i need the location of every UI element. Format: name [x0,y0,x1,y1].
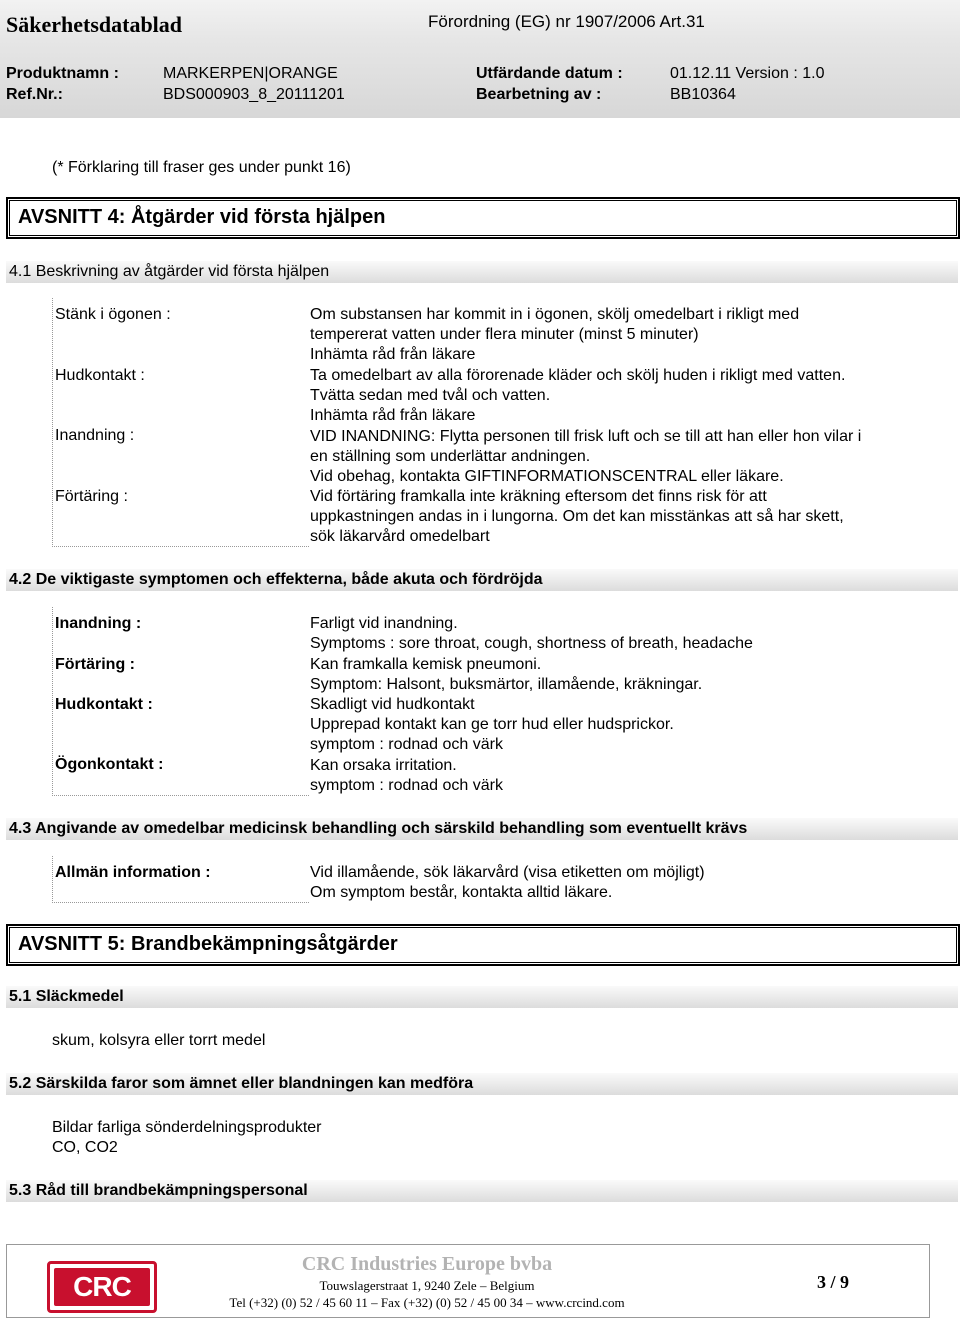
eye-contact-label: Stänk i ögonen : [55,306,171,323]
inhalation-label: Inandning : [55,427,135,444]
page-footer [6,1244,930,1318]
symptom-line: Farligt vid inandning. [310,615,458,632]
symptom-line: Skadligt vid hudkontakt [310,696,475,713]
document-title: Säkerhetsdatablad [6,12,183,37]
measure-line: tempererat vatten under flera minuter (minst 5 minuter) [310,326,699,343]
inhalation-label: Inandning : [55,615,142,632]
regulation-reference: Förordning (EG) nr 1907/2006 Art.31 [428,12,705,31]
issue-date-label: Utfärdande datum : [476,65,623,82]
ingestion-label: Förtäring : [55,656,135,673]
measure-line: Inhämta råd från läkare [310,407,476,424]
subsection-5-2-title: 5.2 Särskilda faror som ämnet eller blandningen kan medföra [9,1075,474,1092]
skin-contact-label: Hudkontakt : [55,696,153,713]
symptom-line: symptom : rodnad och värk [310,777,503,794]
phrase-note: (* Förklaring till fraser ges under punkt 16) [52,159,351,176]
page-number: 3 / 9 [817,1272,850,1292]
subsection-5-3 [6,1180,958,1202]
extinguishing-media-text: skum, kolsyra eller torrt medel [52,1032,266,1049]
special-hazards-line: Bildar farliga sönderdelningsprodukter [52,1119,322,1136]
company-contact: Tel (+32) (0) 52 / 45 60 11 – Fax (+32) (0) 52 / 45 00 34 – www.crcind.com [229,1295,625,1310]
revised-by-value: BB10364 [670,86,736,103]
subsection-5-2 [6,1073,958,1095]
section-4-title: AVSNITT 4: Åtgärder vid första hjälpen [18,206,386,228]
symptom-line: Upprepad kontakt kan ge torr hud eller hudsprickor. [310,716,674,733]
ingestion-label: Förtäring : [55,488,128,505]
symptom-line: symptom : rodnad och värk [310,736,503,753]
crc-logo-text: CRC [54,1268,150,1306]
subsection-4-2 [6,569,958,591]
section-4-heading [6,197,960,239]
measure-line: en ställning som underlättar andningen. [310,448,591,465]
skin-contact-label: Hudkontakt : [55,367,145,384]
subsection-4-1-title: 4.1 Beskrivning av åtgärder vid första hjälpen [9,263,330,280]
company-address: Touwslagerstraat 1, 9240 Zele – Belgium [319,1278,535,1293]
subsection-5-1-title: 5.1 Släckmedel [9,988,124,1005]
ref-number-label: Ref.Nr.: [6,86,63,103]
special-hazards-line: CO, CO2 [52,1139,118,1156]
company-name: CRC Industries Europe bvba [301,1253,553,1275]
revised-by-label: Bearbetning av : [476,86,602,103]
measure-line: sök läkarvård omedelbart [310,528,490,545]
subsection-4-3 [6,818,958,840]
subsection-5-1 [6,986,958,1008]
symptom-line: Symptom: Halsont, buksmärtor, illamående, kräkningar. [310,676,703,693]
label-column [52,298,309,547]
issue-date-value: 01.12.11 Version : 1.0 [670,65,825,82]
subsection-5-3-title: 5.3 Råd till brandbekämpningspersonal [9,1182,308,1199]
measure-line: Vid obehag, kontakta GIFTINFORMATIONSCENTRAL eller läkare. [310,468,784,485]
measure-line: Ta omedelbart av alla förorenade kläder och skölj huden i rikligt med vatten. [310,367,846,384]
measure-line: VID INANDNING: Flytta personen till frisk luft och se till att han eller hon vilar i [310,428,862,445]
measure-line: Vid förtäring framkalla inte kräkning eftersom det finns risk för att [310,488,767,505]
measure-line: uppkastningen andas in i lungorna. Om det kan misstänkas att så har skett, [310,508,844,525]
symptom-line: Kan framkalla kemisk pneumoni. [310,656,542,673]
section-5-heading [6,924,960,966]
subsection-4-2-title: 4.2 De viktigaste symptomen och effekterna, både akuta och fördröjda [9,571,543,588]
measure-line: Tvätta sedan med tvål och vatten. [310,387,551,404]
treatment-line: Vid illamående, sök läkarvård (visa etiketten om möjligt) [310,864,705,881]
section-5-title: AVSNITT 5: Brandbekämpningsåtgärder [18,933,398,955]
subsection-4-3-title: 4.3 Angivande av omedelbar medicinsk behandling och särskild behandling som eventuellt krävs [9,820,748,837]
product-name-label: Produktnamn : [6,65,119,82]
product-name-value: MARKERPEN|ORANGE [163,65,338,82]
symptom-line: Symptoms : sore throat, cough, shortness of breath, headache [310,635,753,652]
measure-line: Inhämta råd från läkare [310,346,476,363]
treatment-line: Om symptom består, kontakta alltid läkare. [310,884,613,901]
subsection-4-1 [6,261,958,283]
ref-number-value: BDS000903_8_20111201 [163,86,345,103]
general-information-label: Allmän information : [55,864,211,881]
measure-line: Om substansen har kommit in i ögonen, skölj omedelbart i rikligt med [310,306,800,323]
eye-contact-label: Ögonkontakt : [55,756,164,773]
symptom-line: Kan orsaka irritation. [310,757,457,774]
